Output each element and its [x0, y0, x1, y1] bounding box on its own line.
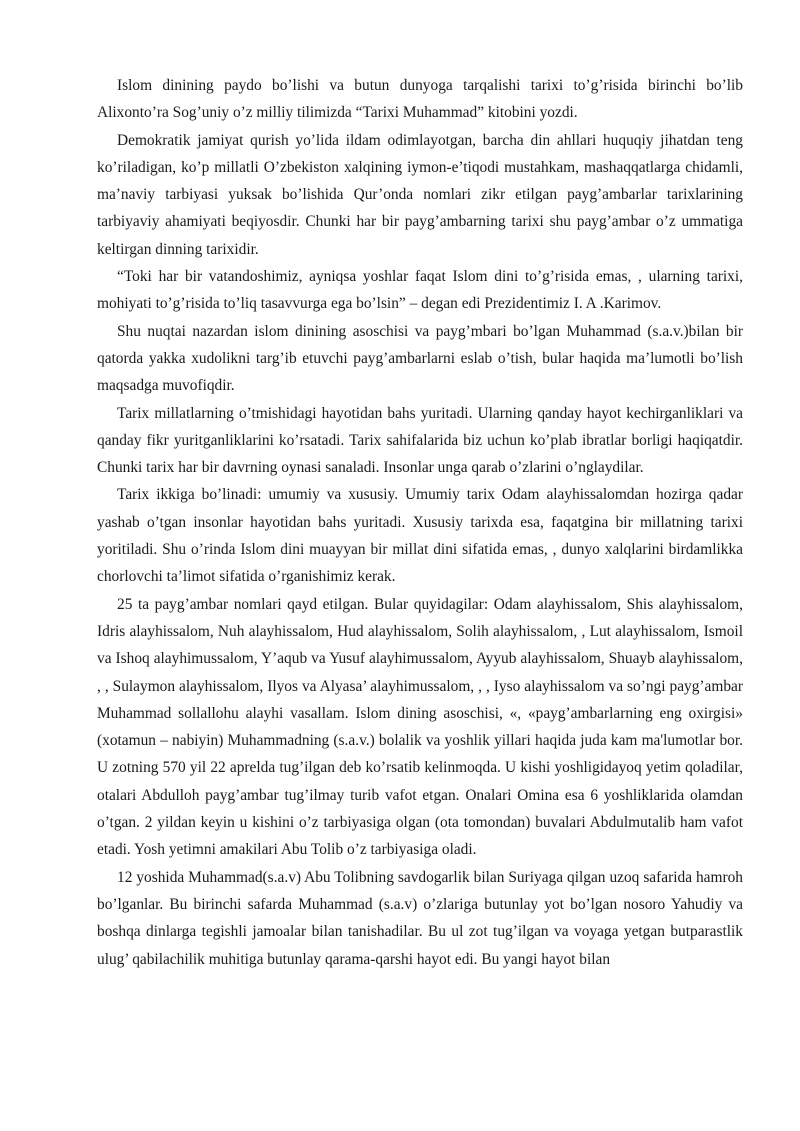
- paragraph: “Toki har bir vatandoshimiz, ayniqsa yoshlar faqat Islom dini to’g’risida emas, , ularning tarixi, mohiyati to’g’risida to’liq tasavvurga ega bo’lsin” – degan edi Prezidentimiz I. A .Karimov.: [97, 268, 743, 313]
- paragraph: 12 yoshida Muhammad(s.a.v) Abu Tolibning savdogarlik bilan Suriyaga qilgan uzoq safarida hamroh bo’lganlar. Bu birinchi safarda Muhammad (s.a.v) o’zlariga butunlay yot bo’lgan nosoro Yahudiy va boshqa dinlarga tegishli jamoalar bilan tanishadilar. Bu ul zot tug’ilgan va voyaga yetgan butparastlik ulug’ qabilachilik muhitiga butunlay qarama-qarshi hayot edi. Bu yangi hayot bilan: [97, 868, 743, 968]
- paragraph: Demokratik jamiyat qurish yo’lida ildam odimlayotgan, barcha din ahllari huquqiy jihatdan teng ko’riladigan, ko’p millatli O’zbekiston xalqining iymon-e’tiqodi mustahkam, mashaqqatlarga chidamli, ma’naviy tarbiyasi yuksak bo’lishida Qur’onda nomlari zikr etilgan payg’ambarlar tarixlarining tarbiyaviy ahamiyati beqiyosdir. Chunki har bir payg’ambarning tarixi shu payg’ambar o’z ummatiga keltirgan dinning tarixidir.: [97, 131, 743, 258]
- document-page: [97, 72, 743, 973]
- paragraph: Tarix ikkiga bo’linadi: umumiy va xususiy. Umumiy tarix Odam alayhissalomdan hozirga qadar yashab o’tgan insonlar hayotidan bahs yuritadi. Xususiy tarixda esa, faqatgina bir millatning tarixi yoritiladi. Shu o’rinda Islom dini muayyan bir millat dini sifatida emas, , dunyo xalqlarini birdamlikka chorlovchi ta’limot sifatida o’rganishimiz kerak.: [97, 486, 743, 586]
- paragraph: 25 ta payg’ambar nomlari qayd etilgan. Bular quyidagilar: Odam alayhissalom, Shis alayhissalom, Idris alayhissalom, Nuh alayhissalom, Hud alayhissalom, Solih alayhissalom, , Lut alayhissalom, Ismoil va Ishoq alayhimussalom, Y’aqub va Yusuf alayhimussalom, Ayyub alayhissalom, Shuayb alayhissalom, , , Sulaymon alayhissalom, Ilyos va Alyasa’ alayhimussalom, , , Iyso alayhissalom va so’ngi payg’ambar Muhammad sollallohu alayhi vasallam. Islom dining asoschisi, «, «payg’ambarlarning eng oxirgisi» (xotamun – nabiyin) Muhammadning (s.a.v.) bolalik va yoshlik yillari haqida juda kam ma'lumotlar bor. U zotning 570 yil 22 aprelda tug’ilgan deb ko’rsatib kelinmoqda. U kishi yoshligidayoq yetim qoladilar, otalari Abdulloh payg’ambar tug’ilmay turib vafot etgan. Onalari Omina esa 6 yoshliklarida olamdan o’tgan. 2 yildan keyin u kishini o’z tarbiyasiga olgan (ota tomondan) buvalari Abdulmutalib ham vafot etadi. Yosh yetimni amakilari Abu Tolib o’z tarbiyasiga oladi.: [97, 595, 743, 859]
- paragraph: Shu nuqtai nazardan islom dinining asoschisi va payg’mbari bo’lgan Muhammad (s.a.v.)bilan bir qatorda yakka xudolikni targ’ib etuvchi payg’ambarlarni eslab o’tish, bular haqida ma’lumotli bo’lish maqsadga muvofiqdir.: [97, 322, 743, 395]
- paragraph: Tarix millatlarning o’tmishidagi hayotidan bahs yuritadi. Ularning qanday hayot kechirganliklari va qanday fikr yuritganliklarini ko’rsatadi. Tarix sahifalarida biz uchun ko’plab ibratlar borligi haqiqatdir. Chunki tarix har bir davrning oynasi sanaladi. Insonlar unga qarab o’zlarini o’nglaydilar.: [97, 404, 743, 477]
- paragraph: Islom dinining paydo bo’lishi va butun dunyoga tarqalishi tarixi to’g’risida birinchi bo’lib Alixonto’ra Sog’uniy o’z milliy tilimizda “Tarixi Muhammad” kitobini yozdi.: [97, 77, 743, 122]
